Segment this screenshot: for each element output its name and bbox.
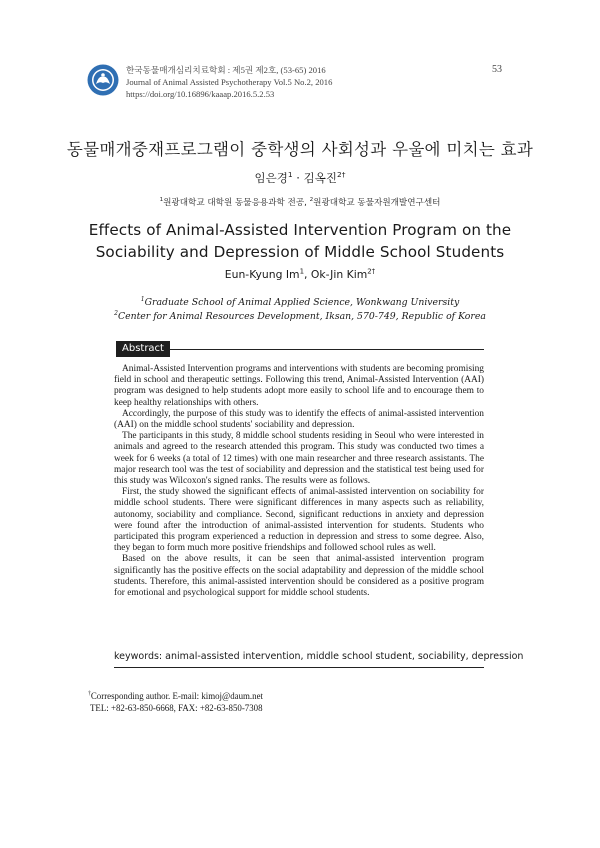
contact-phone-fax: TEL: +82-63-850-6668, FAX: +82-63-850-7308 xyxy=(90,703,263,713)
author-1-mark: 1 xyxy=(287,170,293,180)
author-2-en-mark: 2† xyxy=(367,266,376,276)
journal-name-english: Journal of Animal Assisted Psychotherapy Vol.5 No.2, 2016 xyxy=(126,77,333,87)
abstract-paragraph-2: Accordingly, the purpose of this study was to identify the effects of animal-assisted intervention (AAI) on the middle school students' sociability and depression. xyxy=(114,408,484,431)
abstract-paragraph-3: The participants in this study, 8 middle school students residing in Seoul who were interested in animals and agreed to the research attended this program. This study was conducted two times a week for 6 weeks (a total of 12 times) with one main researcher and three research assistants. The major research tool was the test of sociability and depression and the statistical test being used for this study was Wilcoxon's signed ranks. The results were as follows. xyxy=(114,431,484,487)
author-2-korean: 김옥진 xyxy=(303,171,337,185)
corresponding-author-line xyxy=(88,690,263,702)
affil-2-en-mark: 2 xyxy=(114,309,118,317)
abstract-body xyxy=(114,364,484,599)
affil-2-mark: 2 xyxy=(309,197,314,204)
doi-link[interactable]: https://doi.org/10.16896/kaaap.2016.5.2.53 xyxy=(126,89,275,99)
affil-1-korean: 원광대학교 대학원 동물응용과학 전공, xyxy=(163,198,310,208)
affil-2-english: Center for Animal Resources Development, Iksan, 570-749, Republic of Korea xyxy=(117,311,486,322)
abstract-paragraph-4: First, the study showed the significant effects of animal-assisted intervention on sociability for middle school students. There were significant differences in many aspects such as reliability, autonomy, sociability and compliance. Second, significant reductions in anxiety and depression were found after the introduction of animal-assisted intervention for students. Students who participated this program experienced a reduction in depression and stress to some degree. Also, they began to form much more positive friendships and followed school rules as well. xyxy=(114,487,484,554)
title-english-line-1: Effects of Animal-Assisted Intervention Program on the xyxy=(88,221,512,239)
author-separator: · xyxy=(292,171,304,185)
corresponding-author-email: Corresponding author. E-mail: kimoj@daum.net xyxy=(90,691,263,701)
abstract-label: Abstract xyxy=(116,341,170,357)
author-en-separator: , xyxy=(304,268,311,281)
abstract-paragraph-5: Based on the above results, it can be seen that animal-assisted intervention program significantly has the positive effects on the social adaptability and depression of the middle school students. Therefore, this animal-assisted intervention should be considered as a positive program for emotional and psychological support for middle school students. xyxy=(114,554,484,599)
authors-korean xyxy=(0,170,600,186)
abstract-paragraph-1: Animal-Assisted Intervention programs and interventions with students are becoming promising field in school and therapeutic settings. Following this trend, Animal-Assisted Intervention (AAI) program was designed to help students adopt more easily to school life and to encourage them to keep healthy relationships with others. xyxy=(114,364,484,408)
keywords-rule xyxy=(114,667,484,668)
society-seal-icon xyxy=(87,64,119,96)
page-number: 53 xyxy=(492,64,502,75)
affil-2-english-line xyxy=(0,310,600,324)
title-english xyxy=(0,219,600,263)
affil-1-english: Graduate School of Animal Applied Science, Wonkwang University xyxy=(144,297,460,308)
author-1-korean: 임은경 xyxy=(254,171,288,185)
affil-1-english-line xyxy=(0,296,600,310)
footnote-mark: † xyxy=(88,691,91,698)
author-1-english: Eun-Kyung Im xyxy=(224,268,300,281)
affiliation-korean xyxy=(0,196,600,208)
footnote xyxy=(88,690,263,714)
affiliation-english xyxy=(0,296,600,324)
author-2-english: Ok-Jin Kim xyxy=(310,268,368,281)
keywords: keywords: animal-assisted intervention, middle school student, sociability, depression xyxy=(114,651,524,662)
journal-header xyxy=(126,64,332,100)
abstract-rule xyxy=(116,349,484,350)
affil-1-en-mark: 1 xyxy=(140,295,145,303)
affil-2-korean: 원광대학교 동물자원개발연구센터 xyxy=(313,198,441,208)
author-1-en-mark: 1 xyxy=(299,266,305,276)
journal-name-korean: 한국동물매개심리치료학회 : 제5권 제2호, (53-65) 2016 xyxy=(126,65,326,75)
affil-1-mark: 1 xyxy=(159,197,164,204)
title-korean: 동물매개중재프로그램이 중학생의 사회성과 우울에 미치는 효과 xyxy=(66,140,534,159)
authors-english xyxy=(0,268,600,281)
author-2-mark: 2† xyxy=(336,170,346,180)
title-english-line-2: Sociability and Depression of Middle School Students xyxy=(95,243,505,261)
